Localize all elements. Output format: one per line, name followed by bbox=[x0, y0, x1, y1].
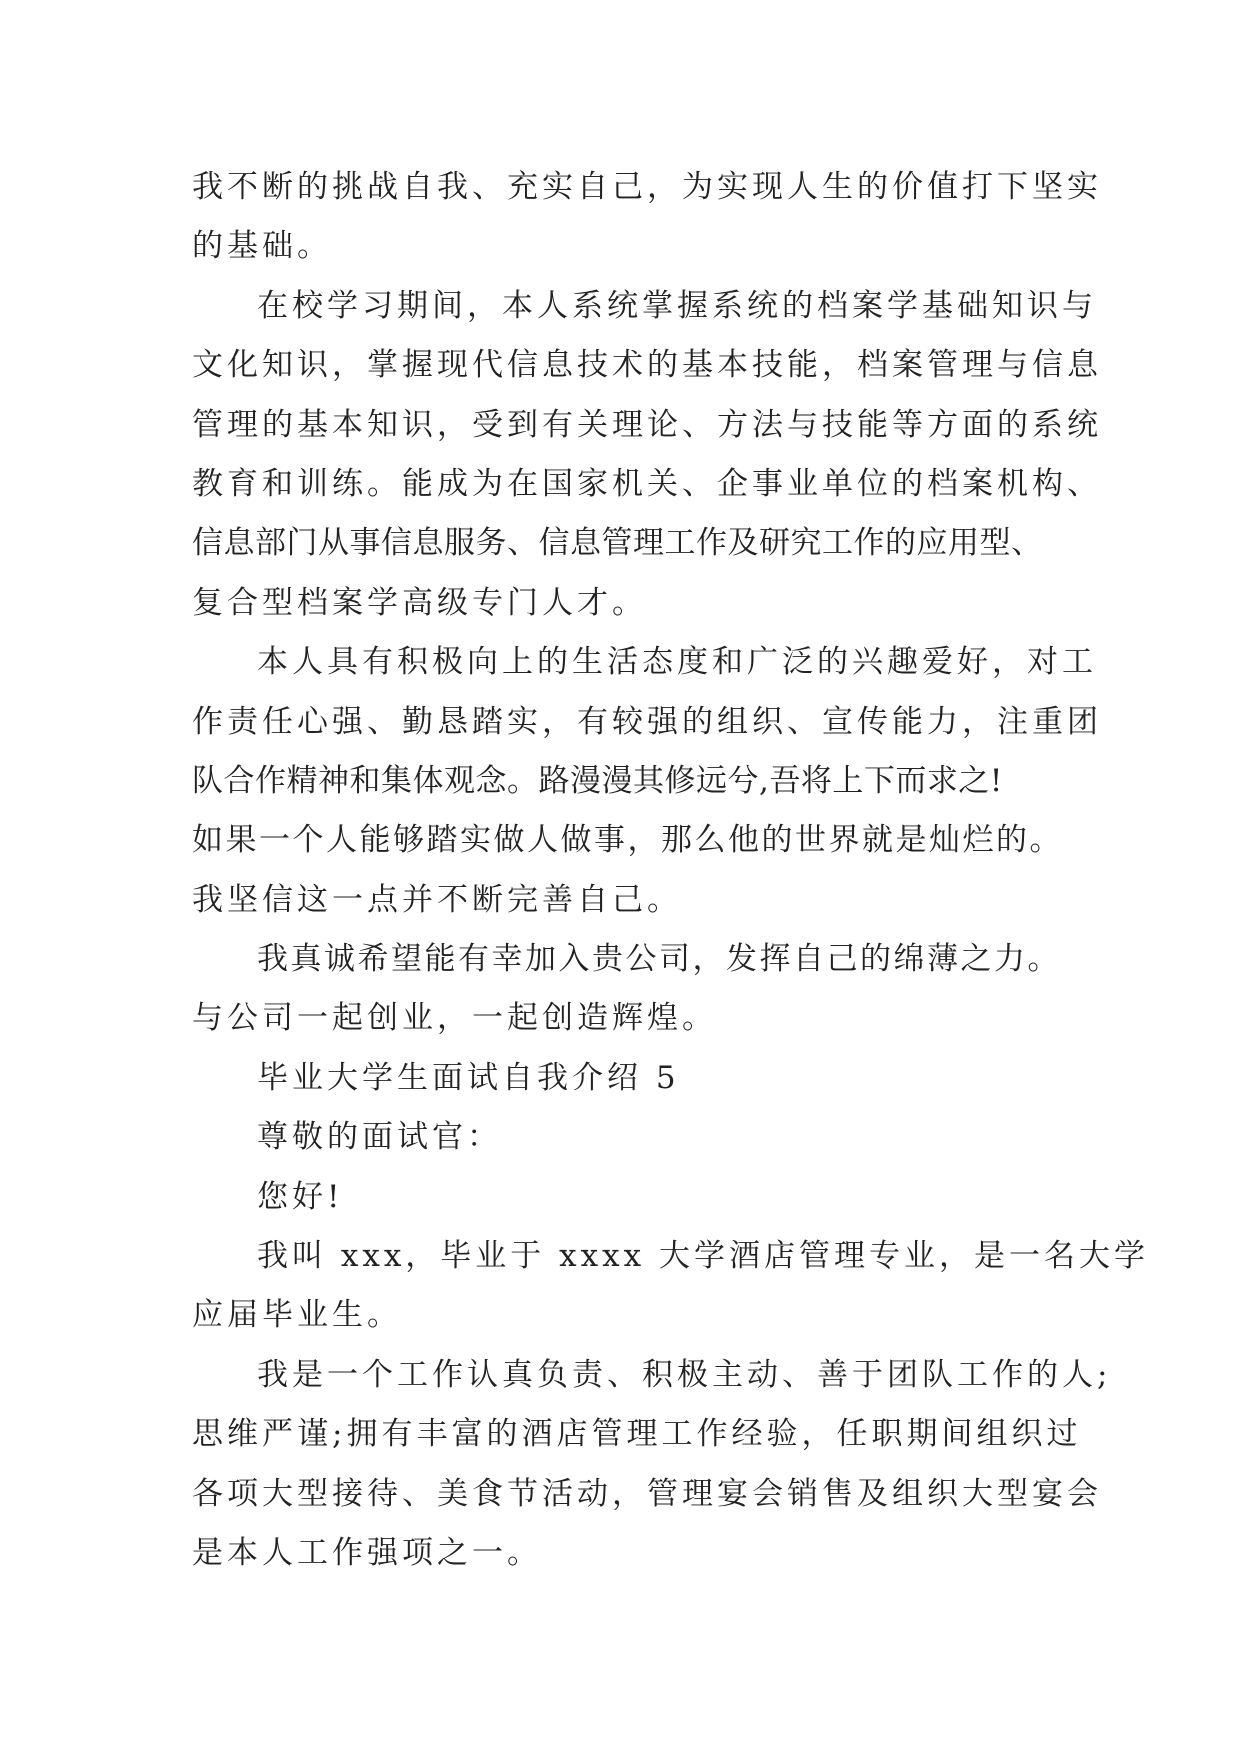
text-line: 复合型档案学高级专门人才。 bbox=[192, 584, 647, 621]
text-line: 应届毕业生。 bbox=[192, 1297, 402, 1334]
text-line: 作责任心强、勤恳踏实，有较强的组织、宣传能力，注重团 bbox=[192, 703, 1102, 740]
paragraph-start-line: 本人具有积极向上的生活态度和广泛的兴趣爱好，对工 bbox=[257, 644, 1097, 681]
text-line: 我不断的挑战自我、充实自己，为实现人生的价值打下坚实 bbox=[192, 169, 1102, 205]
text-line: 我坚信这一点并不断完善自己。 bbox=[192, 881, 682, 918]
text-line: 思维严谨;拥有丰富的酒店管理工作经验，任职期间组织过 bbox=[192, 1416, 1082, 1453]
paragraph-start-line: 我真诚希望能有幸加入贵公司，发挥自己的绵薄之力。 bbox=[257, 941, 1061, 978]
text-line: 管理的基本知识，受到有关理论、方法与技能等方面的系统 bbox=[192, 406, 1102, 443]
section-heading: 毕业大学生面试自我介绍 5 bbox=[257, 1059, 680, 1096]
text-line: 信息部门从事信息服务、信息管理工作及研究工作的应用型、 bbox=[192, 525, 1043, 562]
text-line: 各项大型接待、美食节活动，管理宴会销售及组织大型宴会 bbox=[192, 1475, 1102, 1512]
document-body bbox=[192, 158, 1149, 1583]
text-line: 如果一个人能够踏实做人做事，那么他的世界就是灿烂的。 bbox=[192, 822, 1063, 859]
paragraph-start-line: 在校学习期间，本人系统掌握系统的档案学基础知识与 bbox=[257, 287, 1097, 324]
paragraph-start-line: 我是一个工作认真负责、积极主动、善于团队工作的人; bbox=[257, 1356, 1112, 1393]
text-line: 文化知识，掌握现代信息技术的基本技能，档案管理与信息 bbox=[192, 347, 1102, 384]
greeting: 您好! bbox=[257, 1178, 344, 1215]
salutation: 尊敬的面试官： bbox=[257, 1119, 502, 1156]
text-line: 与公司一起创业，一起创造辉煌。 bbox=[192, 1000, 717, 1037]
paragraph-start-line: 我叫 xxx，毕业于 xxxx 大学酒店管理专业，是一名大学 bbox=[257, 1238, 1149, 1275]
text-line: 队合作精神和集体观念。路漫漫其修远兮,吾将上下而求之! bbox=[192, 762, 1003, 799]
text-line: 的基础。 bbox=[192, 228, 332, 265]
text-line: 教育和训练。能成为在国家机关、企事业单位的档案机构、 bbox=[192, 465, 1102, 502]
text-line: 是本人工作强项之一。 bbox=[192, 1534, 542, 1571]
